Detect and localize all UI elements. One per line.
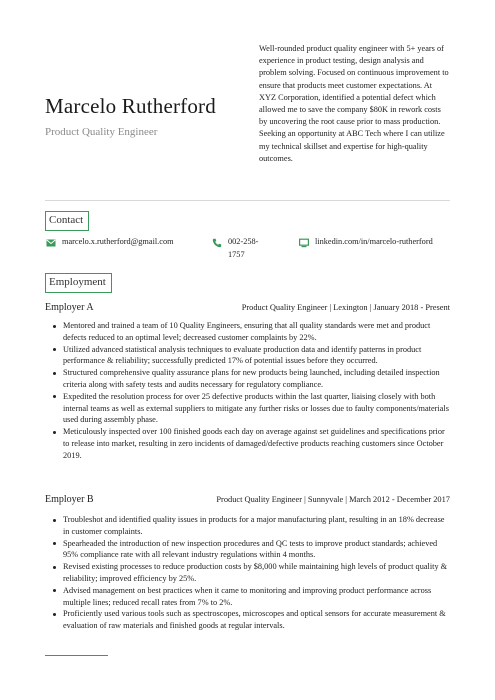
contact-email[interactable] (62, 236, 190, 249)
list-item: Structured comprehensive quality assurance plans for new products being launched, including detailed inspection criteria along with safety tests and audits necessary for regulatory compliance. (63, 367, 450, 391)
employer-name: Employer B (45, 494, 94, 505)
list-item: Revised existing processes to reduce production costs by $8,000 while maintaining high levels of product quality & reliability; improved efficiency by 25%. (63, 561, 450, 585)
contact-email-text: marcelo.x.rutherford@gmail.com (62, 237, 174, 246)
envelope-icon (46, 238, 56, 248)
contact-linkedin-text: linkedin.com/in/marcelo-rutherford (315, 237, 433, 246)
section-heading-employment: Employment (45, 273, 112, 293)
candidate-name: Marcelo Rutherford (45, 94, 216, 118)
contact-phone-text: 002-258-1757 (228, 237, 259, 259)
section-divider (45, 655, 108, 656)
summary-paragraph: Well-rounded product quality engineer with 5+ years of experience in product testing, design analysis and problem solving. Focused on continuous improvement to ensure that products meet customer expectations. At XYZ Corporation, identified a potential defect which allowed me to save the company $80K in rework costs by uncovering the root cause prior to mass production. Seeking an opportunity at ABC Tech where I can utilize my technical skillset and expertise for high-quality outcomes. (259, 44, 449, 163)
list-item: Meticulously inspected over 100 finished goods each day on average against set guidelines and specifications prior to release into market, resulting in zero incidents of damaged/defective products reaching customers since October 2019. (63, 426, 450, 461)
job-meta: Product Quality Engineer | Sunnyvale | March 2012 - December 2017 (216, 495, 450, 504)
list-item: Proficiently used various tools such as spectroscopes, microscopes and optical sensors for accurate measurement & evaluation of raw materials and finished goods at regular intervals. (63, 608, 450, 632)
candidate-title: Product Quality Engineer (45, 126, 158, 138)
phone-icon (212, 238, 222, 248)
list-item: Utilized advanced statistical analysis techniques to evaluate production data and identify patterns in product performance & reliability; successfully predicted 17% of potential issues before they occurred. (63, 344, 450, 368)
list-item: Advised management on best practices when it came to monitoring and improving product performance across multiple lines; reduced recall rates from 7% to 2%. (63, 585, 450, 609)
job-meta: Product Quality Engineer | Lexington | January 2018 - Present (241, 303, 450, 312)
list-item: Mentored and trained a team of 10 Quality Engineers, ensuring that all quality standards were met and product defects reduced to an optimal level; decreased customer complaints by 22%. (63, 320, 450, 344)
contact-phone[interactable] (228, 236, 270, 261)
job-bullets (63, 320, 450, 462)
list-item: Troubleshot and identified quality issues in products for a major manufacturing plant, resulting in an 18% decrease in customer complaints. (63, 514, 450, 538)
header-divider (45, 200, 450, 201)
job-bullets (63, 514, 450, 632)
list-item: Spearheaded the introduction of new inspection procedures and QC tests to improve product standards; achieved 95% compliance rate with all relevant industry regulations within 4 months. (63, 538, 450, 562)
section-heading-contact: Contact (45, 211, 89, 231)
employer-name: Employer A (45, 302, 94, 313)
monitor-icon (299, 238, 309, 248)
resume-header (0, 0, 495, 200)
list-item: Expedited the resolution process for over 25 defective products within the last quarter, liaising closely with both internal teams as well as external suppliers to mitigate any further risks or losses due to faulty components/materials used during assembly phase. (63, 391, 449, 425)
contact-linkedin[interactable] (315, 236, 435, 249)
